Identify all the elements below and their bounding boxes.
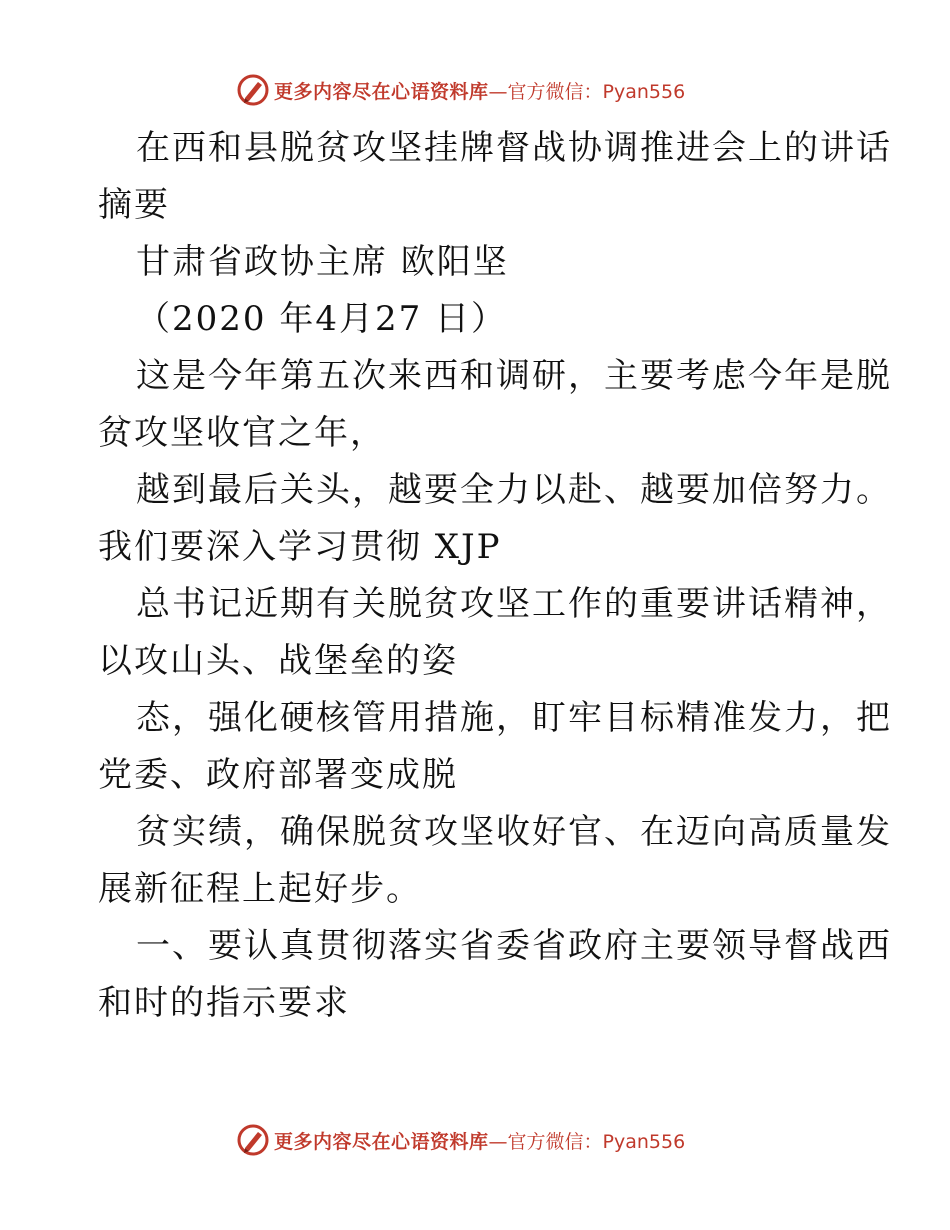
paragraph-line: 展新征程上起好步。: [98, 869, 422, 909]
paragraph-line: 党委、政府部署变成脱: [98, 755, 458, 795]
author-line: 甘肃省政协主席 欧阳坚: [136, 242, 509, 282]
pen-logo-icon: [236, 73, 270, 107]
section-heading-line: 一、要认真贯彻落实省委省政府主要领导督战西: [136, 926, 892, 966]
paragraph-line: 以攻山头、战堡垒的姿: [98, 641, 458, 681]
date-line: （2020 年4月27 日）: [136, 299, 508, 339]
watermark-banner-bottom: [236, 1122, 716, 1158]
paragraph-line: 越到最后关头，越要全力以赴、越要加倍努力。: [136, 470, 892, 510]
paragraph-line: 贫实绩，确保脱贫攻坚收好官、在迈向高质量发: [136, 812, 892, 852]
watermark-contact: —官方微信：Pyan556: [488, 80, 686, 103]
paragraph-line: 总书记近期有关脱贫攻坚工作的重要讲话精神，: [136, 584, 892, 624]
watermark-contact: —官方微信：Pyan556: [488, 1130, 686, 1153]
watermark-banner-top: [236, 72, 716, 108]
section-heading-line-continued: 和时的指示要求: [98, 983, 350, 1023]
watermark-text: 更多内容尽在心语资料库: [274, 80, 489, 103]
paragraph-line: 这是今年第五次来西和调研，主要考虑今年是脱: [136, 356, 892, 396]
pen-logo-icon: [236, 1123, 270, 1157]
paragraph-line: 贫攻坚收官之年，: [98, 413, 386, 453]
speech-body: [98, 120, 892, 1032]
paragraph-line: 态，强化硬核管用措施，盯牢目标精准发力，把: [136, 698, 892, 738]
title-line: 在西和县脱贫攻坚挂牌督战协调推进会上的讲话: [136, 128, 892, 168]
paragraph-line: 我们要深入学习贯彻 XJP: [98, 527, 502, 567]
title-line-continued: 摘要: [98, 185, 170, 225]
watermark-text: 更多内容尽在心语资料库: [274, 1130, 489, 1153]
